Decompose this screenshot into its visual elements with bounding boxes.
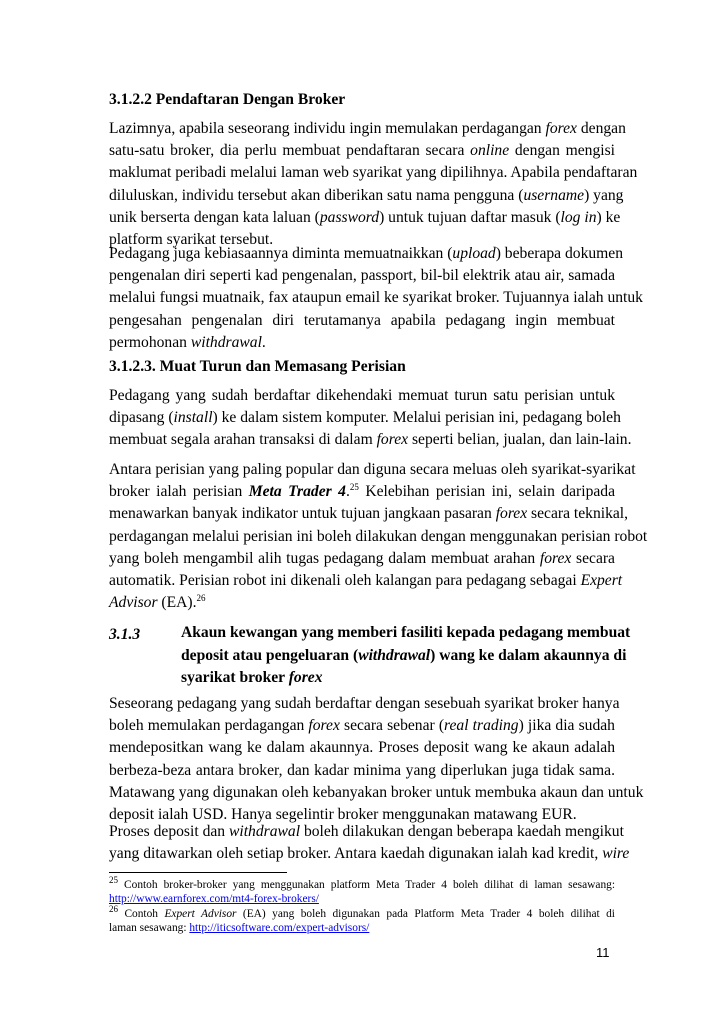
heading-line: deposit atau pengeluaran (withdrawal) wang ke dalam akaunnya di	[181, 646, 627, 664]
text-line: satu-satu broker, dia perlu membuat pendaftaran secara online dengan mengisi	[109, 142, 615, 160]
text-line: menawarkan banyak indikator untuk tujuan jangkaan pasaran forex secara teknikal,	[109, 505, 629, 523]
paragraph-perisian-popular	[109, 459, 648, 614]
paragraph-muat-turun	[109, 385, 632, 452]
text-line: automatik. Perisian robot ini dikenali oleh kalangan para pedagang sebagai Expert	[109, 571, 623, 589]
footnote-ref-25: 25	[349, 482, 359, 492]
text-line: mendepositkan wang ke dalam akaunnya. Proses deposit wang ke akaun adalah	[109, 739, 615, 757]
text-line: maklumat peribadi melalui laman web syarikat yang dipilihnya. Apabila pendaftaran	[109, 164, 638, 182]
text-line: deposit ialah USD. Hanya segelintir broker menggunakan matawang EUR.	[109, 805, 577, 823]
footnote-link-earnforex[interactable]: http://www.earnforex.com/mt4-forex-brokers/	[109, 893, 319, 906]
footnote-26	[109, 904, 615, 935]
text-line: dipasang (install) ke dalam sistem komputer. Melalui perisian ini, pedagang boleh	[109, 409, 621, 427]
text-line: Lazimnya, apabila seseorang individu ingin memulakan perdagangan forex dengan	[109, 120, 626, 137]
paragraph-kaedah	[109, 821, 630, 865]
footnote-line: $^{25}$ Contoh broker-broker yang menggunakan platform Meta Trader 4 boleh dilihat di laman sesawang:	[109, 875, 615, 891]
paragraph-dokumen	[109, 243, 643, 354]
text-line: Matawang yang digunakan oleh kebanyakan broker untuk membuka akaun dan untuk	[109, 783, 644, 801]
text-line: permohonan withdrawal.	[109, 333, 266, 351]
section-heading-3-1-2-2: 3.1.2.2 Pendaftaran Dengan Broker	[109, 91, 346, 108]
paragraph-pendaftaran	[109, 118, 638, 251]
text-line: broker ialah perisian Meta Trader 4.25 Kelebihan perisian ini, selain daripada	[109, 482, 616, 501]
footnote-line: $^{26}$ Contoh Expert Advisor (EA) yang boleh digunakan pada Platform Meta Trader 4 boleh dilihat di	[109, 904, 615, 920]
text-line: melalui fungsi muatnaik, fax ataupun email ke syarikat broker. Tujuannya ialah untuk	[109, 289, 643, 307]
paragraph-deposit	[109, 693, 644, 826]
footnote-line: laman sesawang: http://iticsoftware.com/expert-advisors/	[109, 922, 370, 935]
text-line: Antara perisian yang paling popular dan diguna secara meluas oleh syarikat-syarikat	[109, 461, 636, 478]
text-line: unik berserta dengan kata laluan (password) untuk tujuan daftar masuk (log in) ke	[109, 208, 621, 226]
text-line: Advisor (EA).$^{26}$	[109, 592, 206, 612]
footnote-separator	[109, 872, 287, 873]
text-line: pengenalan diri seperti kad pengenalan, passport, bil-bil elektrik atau air, samada	[109, 267, 615, 285]
section-number-3-1-3: 3.1.3	[109, 626, 141, 643]
text-line: platform syarikat tersebut.	[109, 230, 274, 248]
section-heading-3-1-2-3: 3.1.2.3. Muat Turun dan Memasang Perisian	[109, 358, 406, 375]
text-line: boleh memulakan perdagangan forex secara sebenar (real trading) jika dia sudah	[109, 717, 615, 735]
text-line: membuat segala arahan transaksi di dalam forex seperti belian, jualan, dan lain-lain.	[109, 431, 632, 449]
text-line: diluluskan, individu tersebut akan diberikan satu nama pengguna (username) yang	[109, 186, 624, 204]
text-line: yang boleh mengambil alih tugas pedagang dalam membuat arahan forex secara	[109, 549, 615, 567]
text-line: yang ditawarkan oleh setiap broker. Antara kaedah digunakan ialah kad kredit, wire	[109, 845, 630, 863]
text-line: Seseorang pedagang yang sudah berdaftar dengan sesebuah syarikat broker hanya	[109, 695, 620, 712]
text-line: perdagangan melalui perisian ini boleh dilakukan dengan menggunakan perisian robot	[109, 527, 648, 545]
footnote-25	[109, 875, 615, 906]
heading-line: Akaun kewangan yang memberi fasiliti kepada pedagang membuat	[181, 624, 631, 641]
text-line: pengesahan pengenalan diri terutamanya apabila pedagang ingin membuat	[109, 311, 615, 329]
heading-line: syarikat broker forex	[181, 669, 323, 687]
text-line: berbeza-beza antara broker, dan kadar minima yang diperlukan juga tidak sama.	[109, 761, 615, 779]
text-line: Proses deposit dan withdrawal boleh dilakukan dengan beberapa kaedah mengikut	[109, 823, 624, 840]
text-line: Pedagang juga kebiasaannya diminta memuatnaikkan (upload) beberapa dokumen	[109, 245, 624, 262]
footnote-line	[109, 892, 615, 906]
footnote-ref-26: 26	[196, 592, 206, 603]
page-number: 11	[596, 945, 610, 960]
footnote-link-iticsoftware[interactable]: http://iticsoftware.com/expert-advisors/	[189, 922, 370, 935]
section-heading-3-1-3	[181, 624, 631, 692]
text-line: Pedagang yang sudah berdaftar dikehendaki memuat turun satu perisian untuk	[109, 387, 615, 404]
